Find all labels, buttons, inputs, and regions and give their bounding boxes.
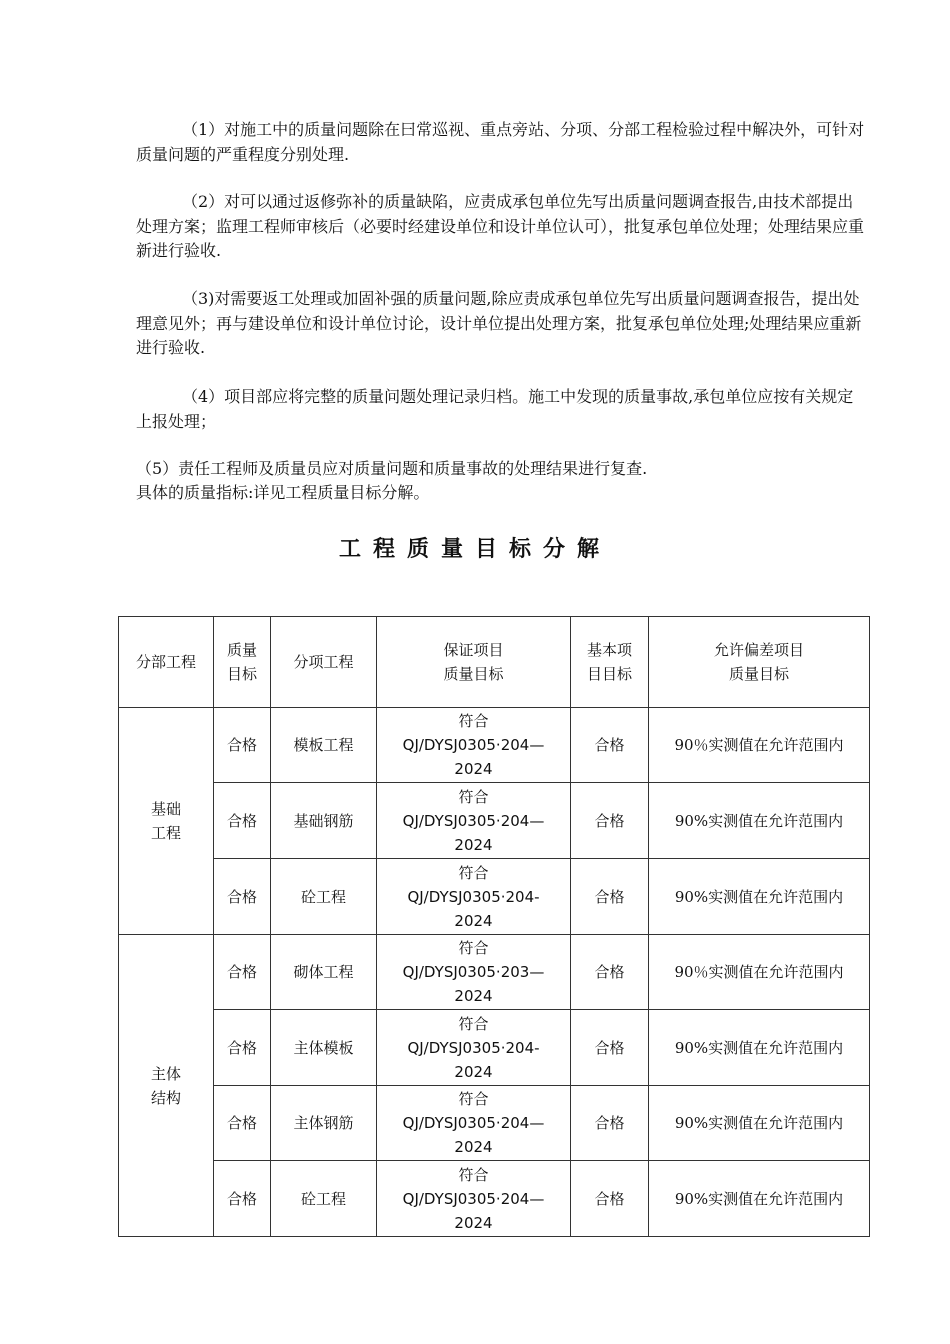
deviation-cell: 90%实测值在允许范围内 [649,859,870,935]
header-deviation: 允许偏差项目 质量目标 [649,617,870,708]
table-header-row [119,617,870,708]
paragraph-3: （3)对需要返工处理或加固补强的质量问题,除应责成承包单位先写出质量问题调查报告，提出处理意见外；再与建设单位和设计单位讨论，设计单位提出处理方案，批复承包单位处理;处理结果应重新进行验收. [136,289,862,357]
target-cell: 合格 [214,1161,271,1237]
guarantee-cell: 符合 QJ/DYSJ0305·204— 2024 [377,1086,571,1161]
table-title: 工程质量目标分解 [338,536,611,562]
table-row [119,1161,870,1237]
basic-cell: 合格 [571,859,649,935]
guarantee-cell: 符合 QJ/DYSJ0305·204— 2024 [377,1161,571,1237]
target-cell: 合格 [214,783,271,859]
table-row [119,935,870,1010]
target-cell: 合格 [214,1086,271,1161]
division-cell: 主体 结构 [119,935,214,1237]
guarantee-cell: 符合 QJ/DYSJ0305·204- 2024 [377,1010,571,1086]
deviation-cell: 90％实测值在允许范围内 [649,935,870,1010]
target-cell: 合格 [214,708,271,783]
subitem-cell: 砼工程 [271,859,377,935]
guarantee-cell: 符合 QJ/DYSJ0305·204- 2024 [377,859,571,935]
subitem-cell: 砌体工程 [271,935,377,1010]
deviation-cell: 90%实测值在允许范围内 [649,783,870,859]
basic-cell: 合格 [571,708,649,783]
division-cell: 基础 工程 [119,708,214,935]
target-cell: 合格 [214,935,271,1010]
basic-cell: 合格 [571,783,649,859]
table-row [119,859,870,935]
guarantee-cell: 符合 QJ/DYSJ0305·203— 2024 [377,935,571,1010]
quality-target-table [118,616,870,1237]
paragraph-1: （1）对施工中的质量问题除在曰常巡视、重点旁站、分项、分部工程检验过程中解决外，可针对质量问题的严重程度分别处理. [136,120,865,164]
table-row [119,1086,870,1161]
subitem-cell: 主体钢筋 [271,1086,377,1161]
paragraph-6: 具体的质量指标:详见工程质量目标分解。 [136,483,430,502]
paragraph-4: （4）项目部应将完整的质量问题处理记录归档。施工中发现的质量事故,承包单位应按有关规定上报处理； [136,387,854,431]
subitem-cell: 模板工程 [271,708,377,783]
subitem-cell: 基础钢筋 [271,783,377,859]
header-quality-target: 质量 目标 [214,617,271,708]
target-cell: 合格 [214,1010,271,1086]
header-subitem: 分项工程 [271,617,377,708]
table-row [119,1010,870,1086]
header-basic: 基本项 目目标 [571,617,649,708]
deviation-cell: 90％实测值在允许范围内 [649,708,870,783]
basic-cell: 合格 [571,1010,649,1086]
guarantee-cell: 符合 QJ/DYSJ0305·204— 2024 [377,783,571,859]
paragraph-2: （2）对可以通过返修弥补的质量缺陷，应责成承包单位先写出质量问题调查报告,由技术部提出处理方案；监理工程师审核后（必要时经建设单位和设计单位认可），批复承包单位处理；处理结果应重新进行验收. [136,192,865,260]
basic-cell: 合格 [571,1086,649,1161]
deviation-cell: 90%实测值在允许范围内 [649,1086,870,1161]
header-division: 分部工程 [119,617,214,708]
guarantee-cell: 符合 QJ/DYSJ0305·204— 2024 [377,708,571,783]
subitem-cell: 砼工程 [271,1161,377,1237]
target-cell: 合格 [214,859,271,935]
header-guarantee: 保证项目 质量目标 [377,617,571,708]
basic-cell: 合格 [571,935,649,1010]
paragraph-5: （5）责任工程师及质量员应对质量问题和质量事故的处理结果进行复查. [136,459,648,478]
table-row [119,708,870,783]
deviation-cell: 90%实测值在允许范围内 [649,1161,870,1237]
subitem-cell: 主体模板 [271,1010,377,1086]
table-row [119,783,870,859]
basic-cell: 合格 [571,1161,649,1237]
deviation-cell: 90%实测值在允许范围内 [649,1010,870,1086]
